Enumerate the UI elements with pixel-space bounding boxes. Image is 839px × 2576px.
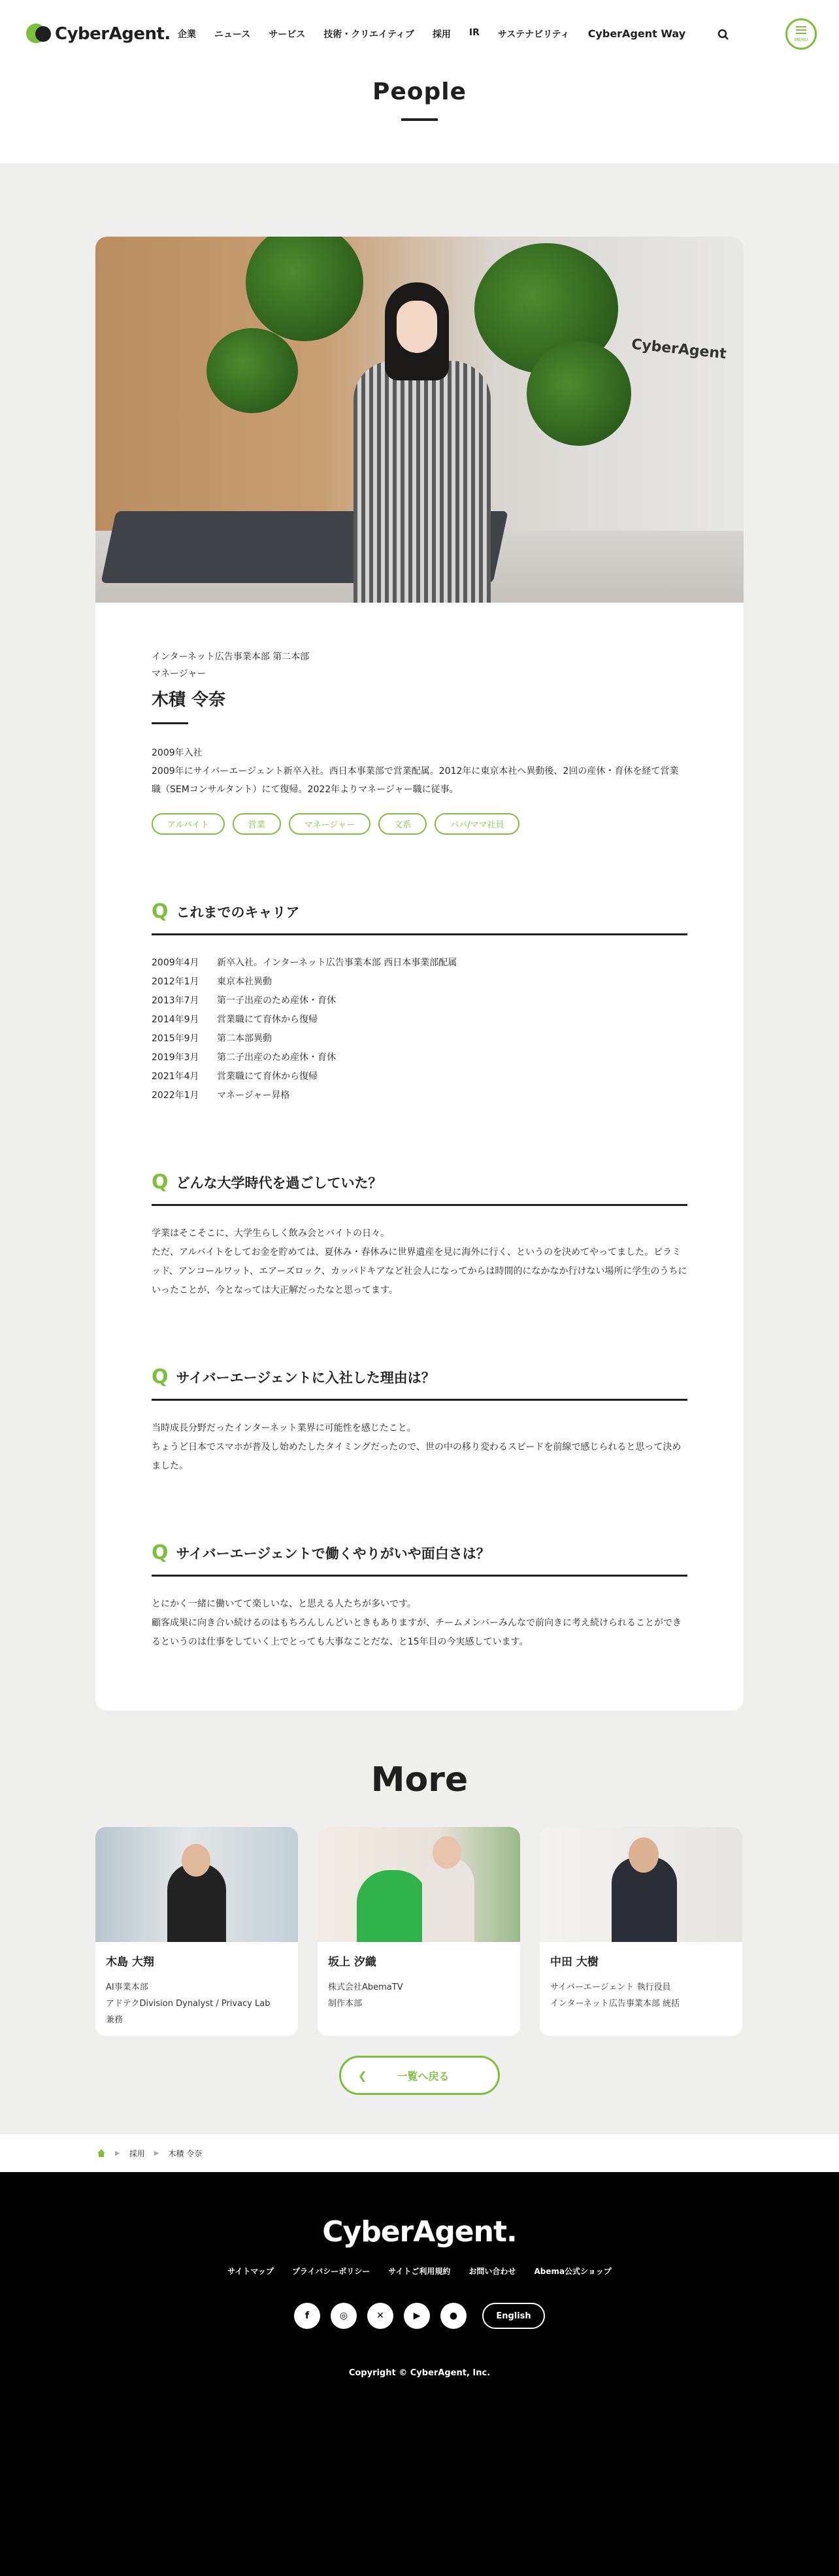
career-list [152, 954, 687, 1105]
logo[interactable] [26, 22, 171, 46]
breadcrumb-recruit[interactable]: 採用 [129, 2149, 145, 2158]
career-section [152, 900, 687, 1105]
career-row: 2014年9月 営業職にて育休から復帰 [152, 1014, 318, 1025]
facebook-icon[interactable]: f [294, 2303, 320, 2329]
profile-bio: 2009年にサイバーエージェント新卒入社。西日本事業部で営業配属。2012年に東京本社へ異動後、2回の産休・育休を経て営業職（SEMコンサルタント）にて復帰。2022年よりマネージャー職に従事。 [152, 766, 679, 795]
qa-section-university [152, 1171, 687, 1300]
x-icon[interactable]: ✕ [367, 2303, 393, 2329]
global-nav [178, 27, 709, 41]
breadcrumb [0, 2134, 839, 2172]
more-card-name: 中田 大樹 [550, 1956, 599, 1969]
tag[interactable]: アルバイト [152, 813, 225, 835]
nav-item-way[interactable]: CyberAgent Way [587, 27, 686, 40]
profile-join-year: 2009年入社 [152, 748, 203, 758]
home-icon[interactable] [97, 2149, 106, 2158]
name-underline [152, 722, 188, 724]
tag[interactable]: 営業 [233, 813, 281, 835]
youtube-icon[interactable]: ▶ [404, 2303, 430, 2329]
footer-link-contact[interactable]: お問い合わせ [469, 2267, 516, 2276]
tag-list [152, 813, 687, 835]
career-heading [152, 900, 687, 935]
nav-item-tech[interactable]: 技術・クリエイティブ [323, 29, 414, 40]
line-icon[interactable]: ● [440, 2303, 467, 2329]
qa-answer: 当時成長分野だったインターネット業界に可能性を感じたこと。 ちょうど日本でスマホが普及し始めたしたタイミングだったので、世の中の移り変わるスピードを前線で感じられると思って決めました。 [152, 1423, 682, 1471]
profile-body [95, 603, 744, 1711]
chevron-left-icon: ❮ [358, 2069, 367, 2082]
more-list [95, 1827, 744, 2036]
career-row: 2019年3月 第二子出産のため産休・育休 [152, 1052, 336, 1063]
q-mark: Q [152, 900, 169, 923]
english-button[interactable]: English [482, 2303, 545, 2329]
menu-label: MENU [794, 37, 808, 42]
more-card[interactable]: 坂上 汐織 株式会社AbemaTV 制作本部 [318, 1827, 520, 2036]
footer-link-terms[interactable]: サイトご利用規約 [388, 2267, 451, 2276]
nav-item-ir[interactable]: IR [469, 27, 480, 38]
nav-item-service[interactable]: サービス [269, 29, 306, 40]
footer-links [0, 2266, 839, 2277]
q-mark: Q [152, 1541, 169, 1564]
tag[interactable]: 文系 [378, 813, 427, 835]
nav-item-company[interactable]: 企業 [178, 29, 196, 40]
career-row: 2013年7月 第一子出産のため産休・育休 [152, 995, 336, 1006]
profile-role: マネージャー [152, 669, 206, 679]
profile-name: 木積 令奈 [152, 690, 226, 710]
qa-title: サイバーエージェントに入社した理由は？ [176, 1369, 435, 1386]
search-icon[interactable] [717, 29, 729, 41]
profile-dept: インターネット広告事業本部 第二本部 [152, 652, 310, 662]
logo-text: CyberAgent. [55, 24, 171, 44]
back-to-list-button[interactable] [339, 2056, 500, 2095]
social-links [0, 2303, 839, 2329]
nav-item-recruit[interactable]: 採用 [432, 29, 451, 40]
qa-title: どんな大学時代を過ごしていた？ [176, 1175, 382, 1191]
footer-link-privacy[interactable]: プライバシーポリシー [291, 2267, 370, 2276]
wall-logo-icon: CyberAgent [631, 336, 727, 363]
q-mark: Q [152, 1365, 169, 1388]
career-row: 2015年9月 第二本部異動 [152, 1033, 272, 1044]
site-footer [0, 2172, 839, 2576]
more-card-name: 坂上 汐織 [328, 1956, 376, 1969]
tag[interactable]: マネージャー [289, 813, 370, 835]
career-row: 2022年1月 マネージャー昇格 [152, 1090, 290, 1101]
menu-button[interactable] [785, 18, 817, 50]
nav-item-sustainability[interactable]: サステナビリティ [497, 29, 570, 40]
more-card-name: 木島 大翔 [106, 1956, 154, 1969]
more-title: More [370, 1760, 469, 1799]
qa-answer: とにかく一緒に働いてて楽しいな、と思える人たちが多いです。 顧客成果に向き合い続けるのはもちろんしんどいときもありますが、チームメンバーみんなで前向きに考え続けられることができるというのは仕事をしていく上でとっても大事なことだな、と15年目の今実感しています。 [152, 1599, 682, 1647]
page-title-area [0, 72, 839, 163]
breadcrumb-current: 木積 令奈 [168, 2149, 203, 2158]
hero-photo [95, 237, 744, 603]
site-header [0, 0, 839, 72]
career-row: 2012年1月 東京本社異動 [152, 977, 272, 987]
qa-section-reason [152, 1365, 687, 1476]
qa-section-rewarding [152, 1541, 687, 1652]
more-card-photo [540, 1827, 742, 1942]
more-card-photo [95, 1827, 298, 1942]
qa-answer: 学業はそこそこに、大学生らしく飲み会とバイトの日々。 ただ、アルバイトをしてお金を貯めては、夏休み・春休みに世界遺産を見に海外に行く、というのを決めてやってました。ピラミッド、アンコールワット、エアーズロック、カッパドキアなど社会人になってからは時間的になかなか行けない場所に学生のうちにいったことが、今となっては大正解だったなと思ってます。 [152, 1228, 687, 1296]
career-row: 2009年4月 新卒入社。インターネット広告事業本部 西日本事業部配属 [152, 958, 457, 968]
career-row: 2021年4月 営業職にて育休から復帰 [152, 1071, 318, 1082]
nav-item-news[interactable]: ニュース [214, 29, 251, 40]
more-card-photo [318, 1827, 520, 1942]
page-title: People [372, 78, 467, 105]
chevron-right-icon: ▶ [154, 2149, 159, 2157]
q-mark: Q [152, 1171, 169, 1194]
more-card[interactable]: 木島 大翔 AI事業本部 アドテクDivision Dynalyst / Privacy Lab 兼務 [95, 1827, 298, 2036]
main-content [0, 163, 839, 2134]
copyright: Copyright © CyberAgent, Inc. [348, 2368, 491, 2378]
title-underline [401, 118, 438, 121]
footer-logo[interactable]: CyberAgent. [322, 2215, 517, 2249]
footer-link-sitemap[interactable]: サイトマップ [227, 2267, 274, 2276]
footer-link-shop[interactable]: Abema公式ショップ [534, 2267, 612, 2276]
chevron-right-icon: ▶ [115, 2149, 120, 2157]
qa-title: サイバーエージェントで働くやりがいや面白さは？ [176, 1545, 490, 1562]
career-title: これまでのキャリア [176, 904, 300, 920]
instagram-icon[interactable]: ◎ [331, 2303, 357, 2329]
logo-mark-icon [26, 22, 52, 46]
profile-card [95, 237, 744, 1711]
tag[interactable]: パパ/ママ社員 [435, 813, 519, 835]
more-card[interactable]: 中田 大樹 サイバーエージェント 執行役員 インターネット広告事業本部 統括 [540, 1827, 742, 2036]
person-photo [340, 282, 504, 603]
back-label: 一覧へ戻る [397, 2069, 450, 2083]
